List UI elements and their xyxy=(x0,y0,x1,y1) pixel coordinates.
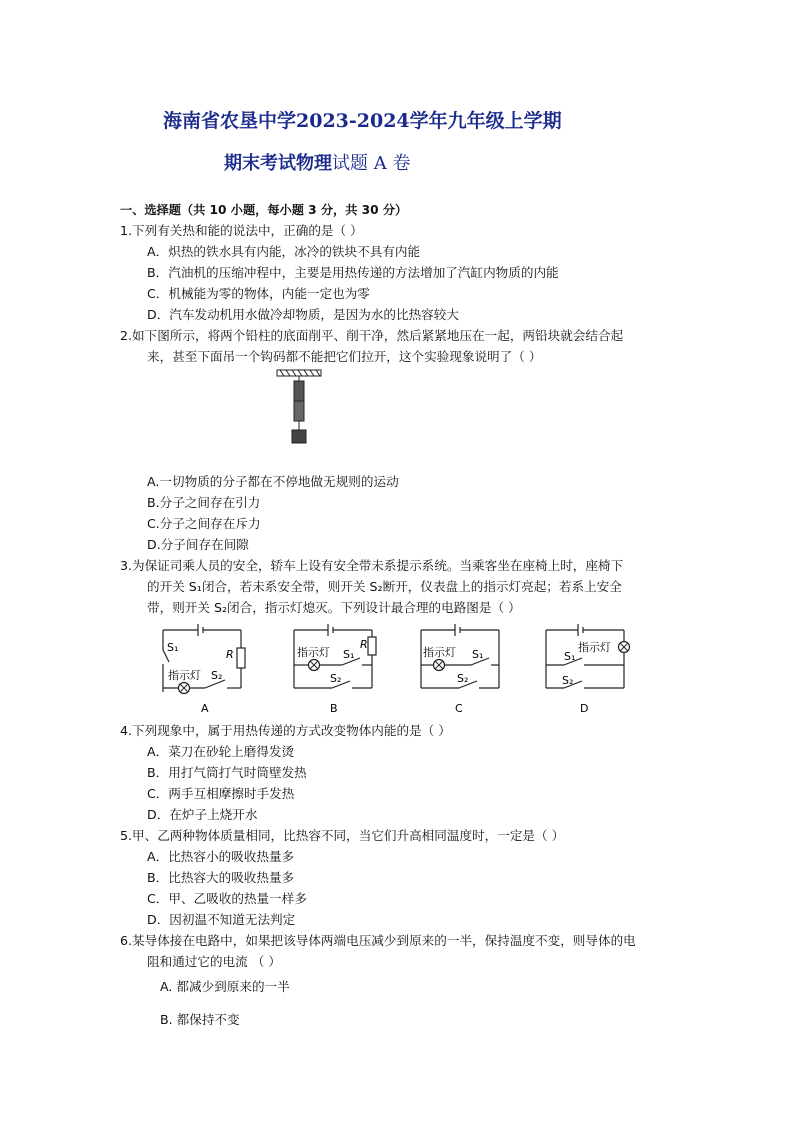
circuit-c-caption: C xyxy=(455,702,463,715)
q5-stem: 5.甲、乙两种物体质量相同，比热容不同，当它们升高相同温度时，一定是（ ） xyxy=(120,828,565,843)
q2-stem-line2: 来，甚至下面吊一个钩码都不能把它们拉开，这个实验现象说明了（ ） xyxy=(147,349,542,364)
circuit-a-s2-label: S₂ xyxy=(211,669,223,682)
q2-option-c: C.分子之间存在斥力 xyxy=(147,516,261,531)
exam-title-bold: 期末考试物理 xyxy=(224,153,332,174)
circuit-a-lamp-label: 指示灯 xyxy=(168,669,201,682)
q1-option-d: D．汽车发动机用水做冷却物质，是因为水的比热容较大 xyxy=(147,307,459,322)
q4-stem: 4.下列现象中，属于用热传递的方式改变物体内能的是（ ） xyxy=(120,723,451,738)
q3-stem-line1: 3.为保证司乘人员的安全，轿车上设有安全带未系提示系统。当乘客坐在座椅上时，座椅下 xyxy=(120,558,624,573)
circuit-d-lamp-label: 指示灯 xyxy=(578,641,611,654)
circuit-c-s1-label: S₁ xyxy=(472,648,484,661)
circuit-b-lamp-label: 指示灯 xyxy=(297,646,330,659)
circuit-d-s1-label: S₁ xyxy=(564,650,576,663)
q4-option-c: C．两手互相摩擦时手发热 xyxy=(147,786,295,801)
q6-stem-line2: 阻和通过它的电流 （ ） xyxy=(147,954,281,969)
q1-option-a: A．炽热的铁水具有内能，冰冷的铁块不具有内能 xyxy=(147,244,421,259)
exam-title-line1: 海南省农垦中学2023-2024学年九年级上学期 xyxy=(163,110,562,132)
circuit-a-r-label: R xyxy=(226,648,234,661)
q4-option-a: A．菜刀在砂轮上磨得发烫 xyxy=(147,744,295,759)
section-heading: 一、选择题（共 10 小题，每小题 3 分，共 30 分） xyxy=(120,203,408,217)
circuit-a xyxy=(155,620,255,718)
q6-stem-line1: 6.某导体接在电路中，如果把该导体两端电压减少到原来的一半，保持温度不变，则导体的电 xyxy=(120,933,636,948)
circuit-d xyxy=(542,620,642,718)
circuit-b-caption: B xyxy=(330,702,338,715)
q1-option-c: C．机械能为零的物体，内能一定也为零 xyxy=(147,286,370,301)
q1-stem: 1.下列有关热和能的说法中，正确的是（ ） xyxy=(120,223,363,238)
q4-option-d: D．在炉子上烧开水 xyxy=(147,807,258,822)
q6-option-a: A. 都减少到原来的一半 xyxy=(160,979,290,994)
circuit-d-s2-label: S₂ xyxy=(562,674,574,687)
q2-option-d: D.分子间存在间隙 xyxy=(147,537,249,552)
circuit-c-lamp-label: 指示灯 xyxy=(423,646,456,659)
q2-option-b: B.分子之间存在引力 xyxy=(147,495,261,510)
q5-option-d: D．因初温不知道无法判定 xyxy=(147,912,296,927)
q2-option-a: A.一切物质的分子都在不停地做无规则的运动 xyxy=(147,474,399,489)
circuit-b xyxy=(290,620,390,718)
circuit-c-s2-label: S₂ xyxy=(457,672,469,685)
circuit-b-r-label: R xyxy=(360,638,368,651)
circuit-a-caption: A xyxy=(201,702,209,715)
q5-option-c: C．甲、乙吸收的热量一样多 xyxy=(147,891,307,906)
circuit-b-s2-label: S₂ xyxy=(330,672,342,685)
q1-option-b: B．汽油机的压缩冲程中，主要是用热传递的方法增加了汽缸内物质的内能 xyxy=(147,265,559,280)
q6-option-b: B. 都保持不变 xyxy=(160,1012,240,1027)
q4-option-b: B．用打气筒打气时筒壁发热 xyxy=(147,765,307,780)
q3-stem-line2: 的开关 S₁闭合，若未系安全带，则开关 S₂断开，仪表盘上的指示灯亮起；若系上安全 xyxy=(147,579,622,594)
exam-title-line2 xyxy=(0,149,794,175)
q2-stem-line1: 2.如下图所示，将两个铅柱的底面削平、削干净，然后紧紧地压在一起，两铅块就会结合起 xyxy=(120,328,624,343)
exam-title-rest: 试题 A 卷 xyxy=(332,153,411,174)
circuit-d-caption: D xyxy=(580,702,589,715)
circuit-c xyxy=(417,620,517,718)
q3-stem-line3: 带，则开关 S₂闭合，指示灯熄灭。下列设计最合理的电路图是（ ） xyxy=(147,600,521,615)
circuit-a-s1-label: S₁ xyxy=(167,641,179,654)
circuit-b-s1-label: S₁ xyxy=(343,648,355,661)
lead-cylinders-figure xyxy=(275,368,325,448)
q5-option-a: A．比热容小的吸收热量多 xyxy=(147,849,295,864)
q5-option-b: B．比热容大的吸收热量多 xyxy=(147,870,295,885)
